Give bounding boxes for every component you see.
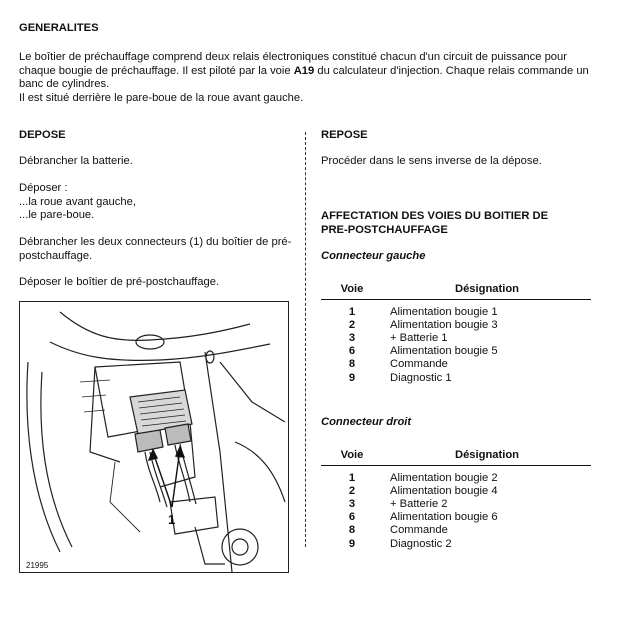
col-designation: Désignation (454, 283, 520, 295)
connecteur-gauche-table (321, 283, 591, 385)
depose-step-3: Débrancher les deux connecteurs (1) du boîtier de pré- postchauffage. (19, 236, 292, 262)
repose-text: Procéder dans le sens inverse de la dépose. (321, 155, 542, 167)
table-row: 1 Alimentation bougie 1 (348, 305, 498, 318)
generalites-heading: GENERALITES (19, 22, 99, 34)
table-row: 3 + Batterie 1 (348, 331, 448, 344)
table-row: 2 Alimentation bougie 4 (348, 484, 498, 497)
callout-1: 1 (168, 512, 176, 527)
preheating-unit-figure (19, 301, 289, 573)
depose-step-1: Débrancher la batterie. (19, 155, 133, 167)
table-row: 9 Diagnostic 2 (348, 537, 452, 550)
table-row: 9 Diagnostic 1 (348, 371, 452, 384)
col-voie: Voie (340, 283, 364, 295)
table-row: 8 Commande (348, 524, 448, 537)
affectation-heading: AFFECTATION DES VOIES DU BOITIER DE PRE-POSTCHAUFFAGE (321, 210, 549, 236)
depose-step-4: Déposer le boîtier de pré-postchauffage. (19, 276, 220, 288)
col-voie: Voie (340, 449, 364, 461)
table-row: 6 Alimentation bougie 6 (348, 511, 498, 524)
generalites-line-3: banc de cylindres. (19, 78, 110, 90)
voies-table-right (321, 449, 591, 551)
depose-heading: DEPOSE (19, 129, 66, 141)
connecteur-gauche-title: Connecteur gauche (321, 250, 426, 262)
generalites-line-4: Il est situé derrière le pare-boue de la roue avant gauche. (19, 91, 304, 104)
table-row: 6 Alimentation bougie 5 (348, 345, 498, 358)
table-row: 1 Alimentation bougie 2 (348, 471, 498, 484)
figure-reference: 21995 (26, 561, 49, 570)
connecteur-droit-table (321, 449, 591, 551)
table-row: 2 Alimentation bougie 3 (348, 318, 498, 331)
column-divider (305, 132, 306, 547)
depose-step-2: Déposer : ...la roue avant gauche, ...le pare-boue. (19, 182, 136, 221)
voies-table-left (321, 283, 591, 385)
connecteur-droit-title: Connecteur droit (321, 416, 412, 428)
engine-bay-drawing (20, 302, 289, 573)
repose-heading: REPOSE (321, 129, 368, 141)
col-designation: Désignation (454, 449, 520, 461)
generalites-text (19, 51, 629, 105)
generalites-line-1: Le boîtier de préchauffage comprend deux relais électroniques constitué chacun d'un circuit de puissance pour (19, 51, 567, 63)
generalites-line-2: chaque bougie de préchauffage. Il est piloté par la voie A19 du calculateur d'injection. Chaque relais commande un (19, 64, 589, 77)
channel-a19: A19 (293, 64, 315, 77)
table-row: 3 + Batterie 2 (348, 497, 448, 510)
table-row: 8 Commande (348, 358, 448, 371)
